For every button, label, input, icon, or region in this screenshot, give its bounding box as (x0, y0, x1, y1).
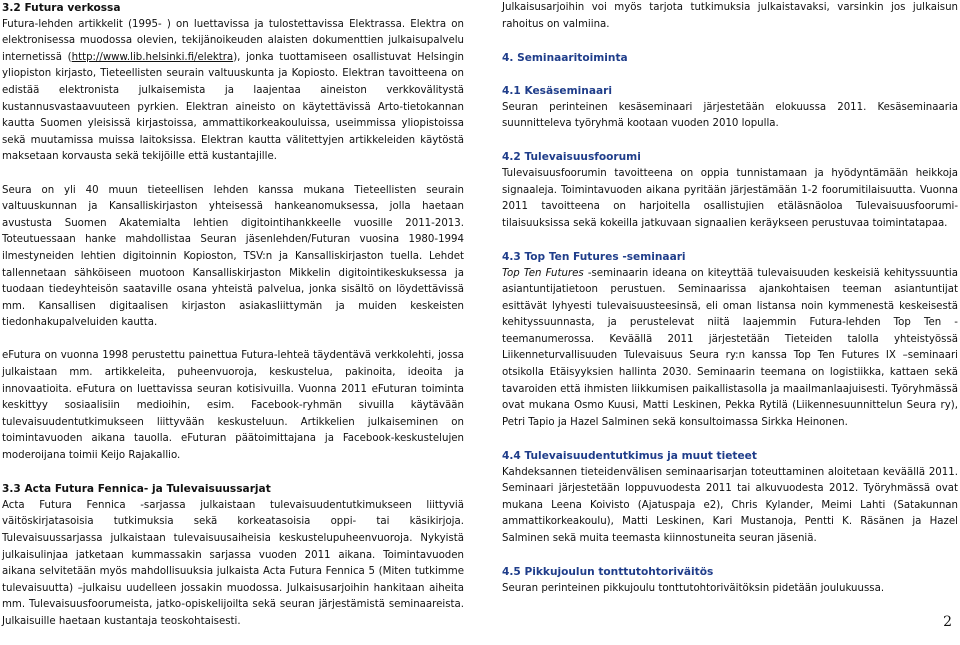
section-heading-4: 4. Seminaaritoiminta (502, 51, 628, 64)
paragraph-publication-offer: Julkaisusarjoihin voi myös tarjota tutkimuksia julkaistavaksi, varsinkin jos julkaisun rahoitus on valmiina. (502, 2, 958, 30)
top-ten-title: Top Ten Futures (502, 267, 584, 279)
section-heading-4-5: 4.5 Pikkujoulun tonttutohtoriväitös (502, 566, 714, 579)
paragraph-futures-forum: Tulevaisuusfoorumin tavoitteena on oppia tunnistamaan ja hyödyntämään heikkoja signaaleja. Toimintavuoden aikana pyritään järjestämään 1-2 foorumitilaisuutta. Vuonna 2011 tavoitteena on harjoitella osallistujien etäläsnäoloa Tulevaisuusfoorumi-tilaisuuksissa sekä kokeilla jatkuvaan signaalien keräykseen perustuvaa toimintatapaa. (502, 167, 958, 229)
paragraph-top-ten (502, 266, 958, 432)
section-heading-4-3: 4.3 Top Ten Futures -seminaari (502, 250, 686, 263)
paragraph-efutura: eFutura on vuonna 1998 perustettu painettua Futura-lehteä täydentävä verkkolehti, jossa julkaistaan mm. artikkeleita, puheenvuoroja, keskustelua, pakinoita, ideoita ja innovaatioita. eFutura on luettavissa seuran kotisivuilla. Vuonna 2011 eFuturan toiminta keskittyy sosiaalisiin medioihin, esim. Facebook-ryhmän sivuilla käytävään tulevaisuudentutkimukseen liittyvään keskusteluun. Artikkelien julkaiseminen on toimintavuoden aikana tauolla. eFuturan päätoimittajana ja Facebook-keskustelujen moderoijana toimii Keijo Rajakallio. (2, 350, 464, 462)
paragraph-summer-seminar: Seuran perinteinen kesäseminaari järjestetään elokuussa 2011. Kesäseminaaria suunnitteleva työryhmä kootaan vuoden 2010 lopulla. (502, 101, 958, 130)
section-heading-3-3: 3.3 Acta Futura Fennica- ja Tulevaisuussarjat (2, 483, 271, 496)
paragraph-text: Futura-lehden artikkelit (1995- ) on luettavissa ja tulostettavissa Elektrassa. Elektra on elektronisessa muodossa olevien, tekijänoikeuden alaisten dokumenttien julkaisupalvelu internetissä ( (2, 18, 464, 63)
elektra-link[interactable]: http://www.lib.helsinki.fi/elektra (71, 51, 234, 63)
page-number: 2 (943, 614, 952, 630)
paragraph-text: -seminaarin ideana on kiteyttää tulevaisuuden keskeisiä kehityssuuntia asiantuntijatietoon perustuen. Seminaarissa ajankohtaisen teeman asiantuntijat esittävät lyhyesti tulevaisuusteesinsä, eli oman listansa noin kymmenestä keskeisestä kehityssuunnasta, ja perustelevat niitä laajemmin Futura-lehden Top Ten -teemanumerossa. Keväällä 2011 järjestetään Tieteiden talolla yhteistyössä Liikenneturvallisuuden Tulevaisuus Seura ry:n kanssa Top Ten Futures IX –seminaari otsikolla Etäisyyksien hallinta 2030. Seminaarin teemana on logistiikka, kattaen sekä tavaroiden että ihmisten liikkumisen paikallistasolla ja maailmanlaajuisesti. Työryhmässä ovat mukana Osmo Kuusi, Matti Leskinen, Pekka Rytilä (Liikennesuunnittelun Seura ry), Petri Tapio ja Hazel Salminen sekä konsultoimassa Sirkka Heinonen. (502, 267, 958, 428)
section-heading-3-2: 3.2 Futura verkossa (2, 2, 121, 14)
paragraph-futura-online (2, 17, 464, 166)
section-heading-4-4: 4.4 Tulevaisuudentutkimus ja muut tieteet (502, 450, 757, 463)
paragraph-interdisciplinary: Kahdeksannen tieteidenvälisen seminaarisarjan toteuttaminen aloitetaan keväällä 2011. Seminaari järjestetään loppuvuodesta 2011 tai alkuvuodesta 2012. Työryhmässä ovat mukana Leena Koivisto (Ajatuspaja e2), Chris Kylander, Meimi Lahti (Satakunnan ammattikorkeakoulu), Matti Leskinen, Kari Mustanoja, Pentti K. Räsänen ja Hazel Salminen sekä muita teemasta kiinnostuneita seuran jäseniä. (502, 466, 958, 544)
paragraph-acta-futura: Acta Futura Fennica -sarjassa julkaistaan tulevaisuudentutkimukseen liittyviä väitöskirjatasoisia tutkimuksia sekä korkeatasoisia oppi- tai käsikirjoja. Tulevaisuussarjassa julkaistaan tulevaisuusaiheisia keskustelupuheenvuoroja. Nykyistä julkaisulinjaa jatketaan kummassakin sarjassa vuoden 2011 aikana. Toimintavuoden aikana selvitetään myös mahdollisuuksia julkaista Acta Futura Fennica 5 (Miten tutkimme tulevaisuutta) –julkaisu uudelleen jossakin muodossa. Julkaisusarjoihin hankitaan aiheita mm. Tulevaisuusfoorumeista, jatko-opiskelijoilta sekä seuran järjestämistä seminaareista. Julkaisuille haetaan kustantaja teoskohtaisesti. (2, 499, 464, 627)
right-column (502, 0, 958, 597)
paragraph-text: ), jonka tuottamiseen osallistuvat Helsingin yliopiston kirjasto, Tieteellisten seurain valtuuskunta ja Kopiosto. Elektran tavoitteena on edistää elektronista julkaisemista ja laajentaa aineiston verkkovälitystä kustannusvastaavuuteen pyrkien. Elektran aineisto on käytettävissä Arto-tietokannan kautta Suomen yleisissä kirjastoissa, ammattikorkeakouluissa, useimmissa yliopistoissa sekä muutamissa muissa laitoksissa. Elektran kautta välitettyjen artikkeleiden käytöstä maksetaan korvausta sekä tekijöille että kustantajille. (2, 51, 465, 163)
section-heading-4-2: 4.2 Tulevaisuusfoorumi (502, 151, 641, 164)
section-heading-4-1: 4.1 Kesäseminaari (502, 84, 612, 97)
left-column (2, 0, 464, 631)
paragraph-digitization: Seura on yli 40 muun tieteellisen lehden kanssa mukana Tieteellisten seurain valtuuskunnan ja Kansalliskirjaston yhteisessä hankeanomuksessa, jolla haetaan avustusta Suomen Akatemialta lehtien digitointihankkeelle vuosille 2011-2013. Toteutuessaan hanke mahdollistaa Seuran jäsenlehden/Futuran vuosina 1980-1994 ilmestyneiden lehtien digitoinnin Kopioston, TSV:n ja Kansalliskirjaston tuella. Lehdet tallennetaan sähköiseen muotoon Kansalliskirjaston Mikkelin digitointikeskuksessa ja tuodaan tiedeyhteisön saataville osana yhteistä palvelua, jonka sisältö on löydettävissä mm. Kansallisen digitaalisen kirjaston asiakasliittymän ja muiden keskeisten tiedonhakupalveluiden kautta. (2, 184, 464, 329)
paragraph-christmas-party: Seuran perinteinen pikkujoulu tonttutohtoriväitöksin pidetään joulukuussa. (502, 582, 885, 594)
